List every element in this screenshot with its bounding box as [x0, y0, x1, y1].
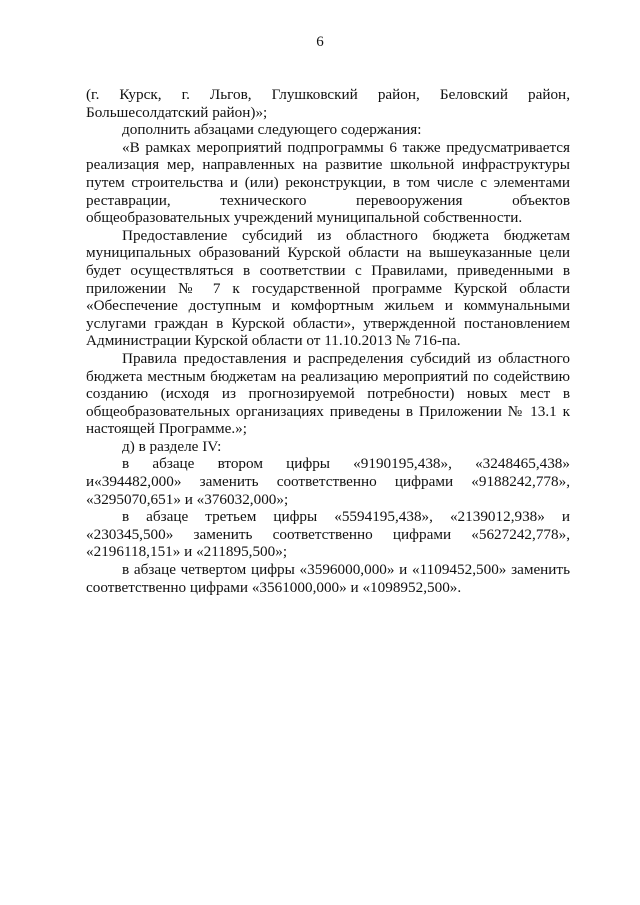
paragraph-instruction: дополнить абзацами следующего содержания:	[122, 121, 422, 139]
paragraph-section-iv: д) в разделе IV:	[122, 437, 222, 455]
paragraph-subprogram-6: «В рамках мероприятий подпрограммы 6 также предусматривается реализация мер, направленных на развитие школьной инфраструктуры путем строительства и (или) реконструкции, в том числе с элементами реставрации, технического перевооружения объектов общеобразовательных учреждений муниципальной собственности.	[86, 138, 570, 227]
document-body	[86, 86, 570, 596]
paragraph-continuation: (г. Курск, г. Льгов, Глушковский район, Беловский район, Большесолдатский район)»;	[86, 86, 570, 121]
paragraph-third-abzac: в абзаце третьем цифры «5594195,438», «2139012,938» и «230345,500» заменить соответственно цифрами «5627242,778», «2196118,151» и «211895,500»;	[86, 508, 570, 561]
paragraph-fourth-abzac: в абзаце четвертом цифры «3596000,000» и «1109452,500» заменить соответственно цифрами «3561000,000» и «1098952,500».	[86, 561, 570, 596]
paragraph-subsidies: Предоставление субсидий из областного бюджета бюджетам муниципальных образований Курской области на вышеуказанные цели будет осуществляться в соответствии с Правилами, приведенными в приложении № 7 к государственной программе Курской области «Обеспечение доступным и комфортным жильем и коммунальными услугами граждан в Курской области», утвержденной постановлением Администрации Курской области от 11.10.2013 № 716-па.	[86, 226, 570, 350]
paragraph-second-abzac: в абзаце втором цифры «9190195,438», «3248465,438» и«394482,000» заменить соответственно цифрами «9188242,778», «3295070,651» и «376032,000»;	[86, 455, 570, 508]
page-number: 6	[316, 34, 324, 50]
paragraph-rules: Правила предоставления и распределения субсидий из областного бюджета местным бюджетам на реализацию мероприятий по содействию созданию (исходя из прогнозируемой потребности) новых мест в общеобразовательных организациях приведены в Приложении № 13.1 к настоящей Программе.»;	[86, 349, 570, 438]
